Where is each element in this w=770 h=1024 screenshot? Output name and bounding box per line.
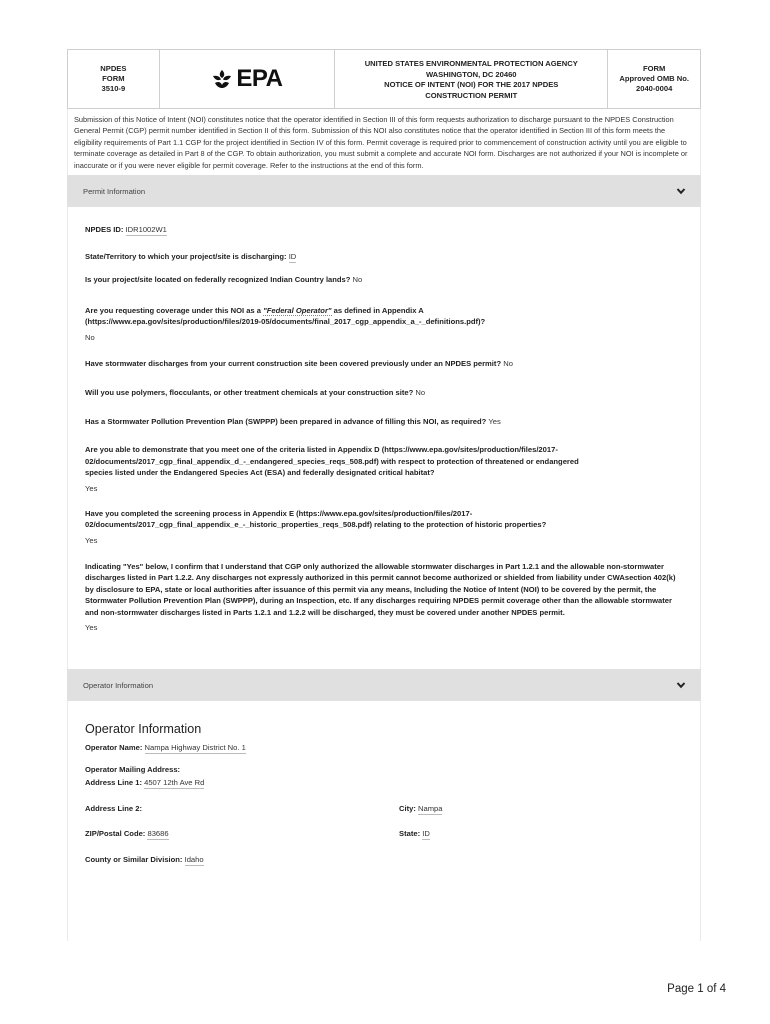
previous-coverage-row [85,358,686,370]
federal-operator-url: (https://www.epa.gov/sites/production/files/2019-05/documents/final_2017_cgp_appendix_a_-_definitions.pdf)? [85,317,486,327]
operator-name-value: Nampa Highway District No. 1 [144,743,246,753]
federal-operator-pre: Are you requesting coverage under this NOI as a [85,305,261,315]
form-number-cell [68,50,160,108]
appendix-e-line-2: 02/documents/2017_cgp_final_appendix_e_-_historic_properties_reqs_508.pdf) relating to the protection of historic properties? [85,520,547,530]
address-city-row [85,803,686,815]
operator-information-toggle[interactable] [67,669,701,701]
npdes-id-label: NPDES ID: [85,225,124,235]
page-number: Page 1 of 4 [667,983,726,995]
form-line-2: FORM [102,74,125,83]
indian-country-question: Is your project/site located on federally recognized Indian Country lands? [85,275,351,285]
city-label: City: [399,803,416,813]
appendix-d-answer: Yes [85,483,98,493]
appendix-d-question [85,444,686,479]
zip-state-row [85,828,686,840]
polymers-question: Will you use polymers, flocculants, or other treatment chemicals at your construction site? [85,388,414,398]
intro-paragraph: Submission of this Notice of Intent (NOI) constitutes notice that the operator identified in Section III of this form requests authorization to discharge pursuant to the NPDES Construction General Permit (CGP) permit number identified in Section II of this form. Submission of this NOI also constitutes notice that the operator identified in Section III of this form meets the eligibility requirements of Part 1.1 CGP for the project identified in Section IV of this form. Permit coverage is required prior to commencement of construction activity until you are eligible to terminate coverage as detailed in Part 8 of the CGP. To obtain authorization, you must submit a complete and accurate NOI form. Discharges are not authorized if your NOI is incomplete or inaccurate or if you were never eligible for permit coverage. Refer to the instructions at the end of this form. [67,109,701,175]
epa-flower-icon [211,68,233,90]
chevron-down-icon [675,679,687,691]
form-line-1: NPDES [100,64,127,73]
confirm-answer: Yes [85,623,98,633]
state-answer: ID [288,251,297,261]
zip-field [85,828,399,840]
swppp-row [85,416,686,428]
indian-country-row [85,274,686,286]
agency-line-1: UNITED STATES ENVIRONMENTAL PROTECTION AGENCY [364,59,578,68]
county-value: Idaho [184,854,204,864]
operator-state-label: State: [399,829,421,839]
state-field [399,828,430,840]
swppp-question: Has a Stormwater Pollution Prevention Plan (SWPPP) been prepared in advance of filling this NOI, as required? [85,416,487,426]
federal-operator-answer: No [85,332,95,342]
chevron-down-icon [675,185,687,197]
operator-name-row [85,742,686,754]
npdes-id-value: IDR1002W1 [125,225,167,235]
appendix-d-line-2: 02/documents/2017_cgp_final_appendix_d_-_endangered_species_reqs_508.pdf) with respect to protection of threatened or endangered [85,456,579,466]
operator-heading: Operator Information [85,722,202,737]
omb-line-1: FORM [642,64,666,73]
epa-logo [211,65,282,93]
county-row [85,854,686,866]
omb-line-2: Approved OMB No. [619,74,689,83]
operator-information-panel [67,701,701,941]
city-field [399,803,442,815]
federal-operator-post: as defined in Appendix A [333,305,424,315]
federal-operator-term: "Federal Operator" [263,305,332,315]
federal-operator-question [85,305,686,328]
address-line-1-row [85,777,686,789]
address-line-2-label: Address Line 2: [85,803,142,813]
appendix-d-line-1: Are you able to demonstrate that you meet one of the criteria listed in Appendix D (https://www.epa.gov/sites/production/files/2017- [85,445,558,455]
previous-coverage-question: Have stormwater discharges from your current construction site been covered previously under an NPDES permit? [85,358,502,368]
logo-cell [160,50,335,108]
county-label: County or Similar Division: [85,854,183,864]
mailing-address-label: Operator Mailing Address: [85,764,181,774]
omb-line-3: 2040-0004 [636,84,673,93]
form-line-3: 3510-9 [101,84,126,93]
city-value: Nampa [418,803,443,813]
polymers-answer: No [415,388,426,398]
indian-country-answer: No [352,275,363,285]
form-header [67,49,701,109]
polymers-row [85,387,686,399]
previous-coverage-answer: No [503,358,513,368]
confirm-question: Indicating "Yes" below, I confirm that I understand that CGP only authorized the allowable stormwater discharges in Part 1.2.1 and the allowable non-stormwater discharges listed in Part 1.2.2. Any discharges not expressly authorized in this permit cannot become authorized or shielded from liability under CWAsection 402(k) by disclosure to EPA, state or local authorities after issuance of this permit via any means, Including the Notice of Intent (NOI) to be covered by the permit, the Stormwater Pollution Prevention Plan (SWPPP), during an Inspection, etc. If any discharges requiring NPDES permit coverage other than the allowable stormwater and non-stormwater discharges listed in Parts 1.2.1 and 1.2.2 will be discharged, they must be covered under another NPDES permit. [85,561,676,617]
zip-value: 83686 [147,829,169,839]
address-line-1-value: 4507 12th Ave Rd [144,778,205,788]
appendix-e-line-1: Have you completed the screening process in Appendix E (https://www.epa.gov/sites/production/files/2017- [85,508,473,518]
address-line-1-label: Address Line 1: [85,778,142,788]
operator-state-value: ID [422,829,430,839]
agency-cell [335,50,608,108]
swppp-answer: Yes [488,416,501,426]
appendix-d-line-3: species listed under the Endangered Species Act (ESA) and federally designated critical habitat? [85,468,435,478]
noi-form-page [67,49,701,969]
state-row [85,251,686,263]
operator-name-label: Operator Name: [85,743,143,753]
agency-line-2: WASHINGTON, DC 20460 [425,69,517,79]
permit-information-bar-title: Permit Information [83,186,146,196]
appendix-e-answer: Yes [85,535,98,545]
permit-information-toggle[interactable] [67,175,701,207]
permit-information-panel [67,207,701,669]
appendix-e-question [85,508,686,531]
zip-label: ZIP/Postal Code: [85,829,146,839]
agency-line-4: CONSTRUCTION PERMIT [425,90,518,100]
epa-logo-text: EPA [236,65,283,92]
omb-cell [608,50,700,108]
npdes-id-row [85,224,686,236]
operator-information-bar-title: Operator Information [83,680,154,690]
state-question: State/Territory to which your project/site is discharging: [85,251,287,261]
agency-line-3: NOTICE OF INTENT (NOI) FOR THE 2017 NPDES [384,80,559,89]
